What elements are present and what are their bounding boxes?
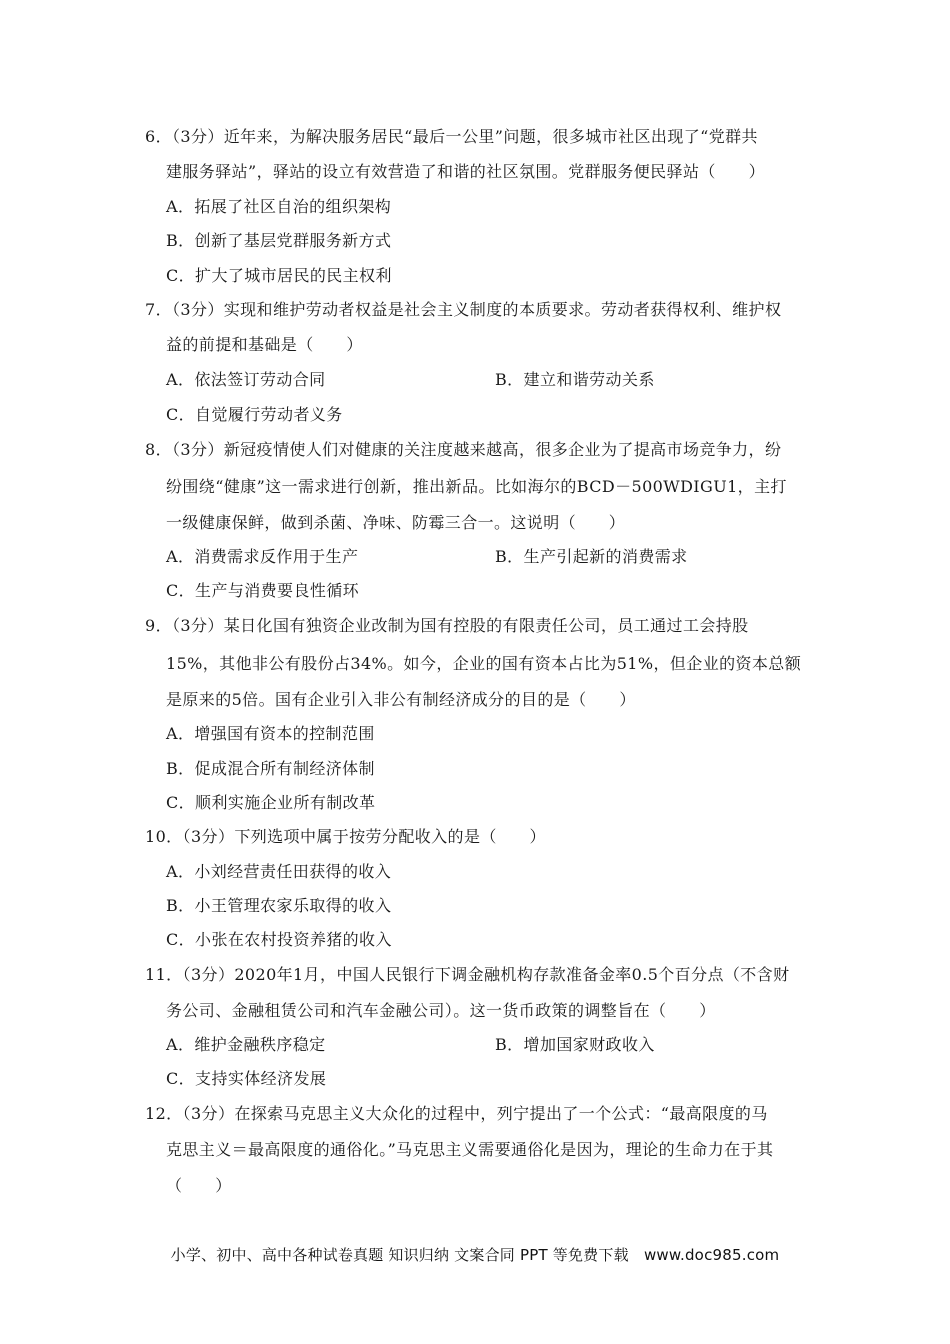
q10-option-b: B．小王管理农家乐取得的收入 (166, 896, 392, 915)
q8-line-1: 8．（3分）新冠疫情使人们对健康的关注度越来越高，很多企业为了提高市场竞争力，纷 (145, 440, 782, 459)
q7-line-1: 7．（3分）实现和维护劳动者权益是社会主义制度的本质要求。劳动者获得权利、维护权 (145, 300, 782, 319)
q8-option-a: A．消费需求反作用于生产 (166, 547, 359, 566)
q10-option-a: A．小刘经营责任田获得的收入 (166, 862, 392, 881)
q12-line-2: 克思主义＝最高限度的通俗化。”马克思主义需要通俗化是因为，理论的生命力在于其 (166, 1140, 774, 1159)
q6-option-b: B．创新了基层党群服务新方式 (166, 231, 392, 250)
q11-option-b: B．增加国家财政收入 (495, 1035, 655, 1054)
q6-line-1: 6．（3分）近年来，为解决服务居民“最后一公里”问题，很多城市社区出现了“党群共 (145, 127, 758, 146)
q11-line-2: 务公司、金融租赁公司和汽车金融公司）。这一货币政策的调整旨在（ ） (166, 1001, 716, 1020)
q7-option-b: B．建立和谐劳动关系 (495, 370, 655, 389)
q7-line-2: 益的前提和基础是（ ） (166, 335, 363, 354)
q7-option-c: C．自觉履行劳动者义务 (166, 405, 343, 424)
q7-option-a: A．依法签订劳动合同 (166, 370, 326, 389)
q11-line-1: 11．（3分）2020年1月，中国人民银行下调金融机构存款准备金率0.5个百分点（不含财 (145, 965, 790, 984)
q6-line-2: 建服务驿站”，驿站的设立有效营造了和谐的社区氛围。党群服务便民驿站（ ） (166, 162, 765, 181)
q8-option-c: C．生产与消费要良性循环 (166, 581, 360, 600)
footer-banner: 小学、初中、高中各种试卷真题 知识归纳 文案合同 PPT 等免费下载 www.doc985.com (170, 1246, 780, 1264)
q9-line-1: 9．（3分）某日化国有独资企业改制为国有控股的有限责任公司，员工通过工会持股 (145, 616, 749, 635)
q9-option-a: A．增强国有资本的控制范围 (166, 724, 375, 743)
q8-line-2: 纷围绕“健康”这一需求进行创新，推出新品。比如海尔的BCD－500WDIGU1，主打 (166, 477, 787, 496)
q12-line-1: 12．（3分）在探索马克思主义大众化的过程中，列宁提出了一个公式：“最高限度的马 (145, 1104, 768, 1123)
q11-option-a: A．维护金融秩序稳定 (166, 1035, 326, 1054)
q9-option-b: B．促成混合所有制经济体制 (166, 759, 375, 778)
q8-line-3: 一级健康保鲜，做到杀菌、净味、防霉三合一。这说明（ ） (166, 513, 626, 532)
q6-option-c: C．扩大了城市居民的民主权利 (166, 266, 392, 285)
q12-line-3: （ ） (166, 1176, 232, 1195)
q8-option-b: B．生产引起新的消费需求 (495, 547, 688, 566)
q10-line-1: 10．（3分）下列选项中属于按劳分配收入的是（ ） (145, 827, 546, 846)
q10-option-c: C．小张在农村投资养猪的收入 (166, 930, 392, 949)
q9-line-3: 是原来的5倍。国有企业引入非公有制经济成分的目的是（ ） (166, 690, 636, 709)
q11-option-c: C．支持实体经济发展 (166, 1069, 327, 1088)
q6-option-a: A．拓展了社区自治的组织架构 (166, 197, 392, 216)
q9-line-2: 15%，其他非公有股份占34%。如今，企业的国有资本占比为51%，但企业的资本总额 (166, 654, 802, 673)
q9-option-c: C．顺利实施企业所有制改革 (166, 793, 376, 812)
